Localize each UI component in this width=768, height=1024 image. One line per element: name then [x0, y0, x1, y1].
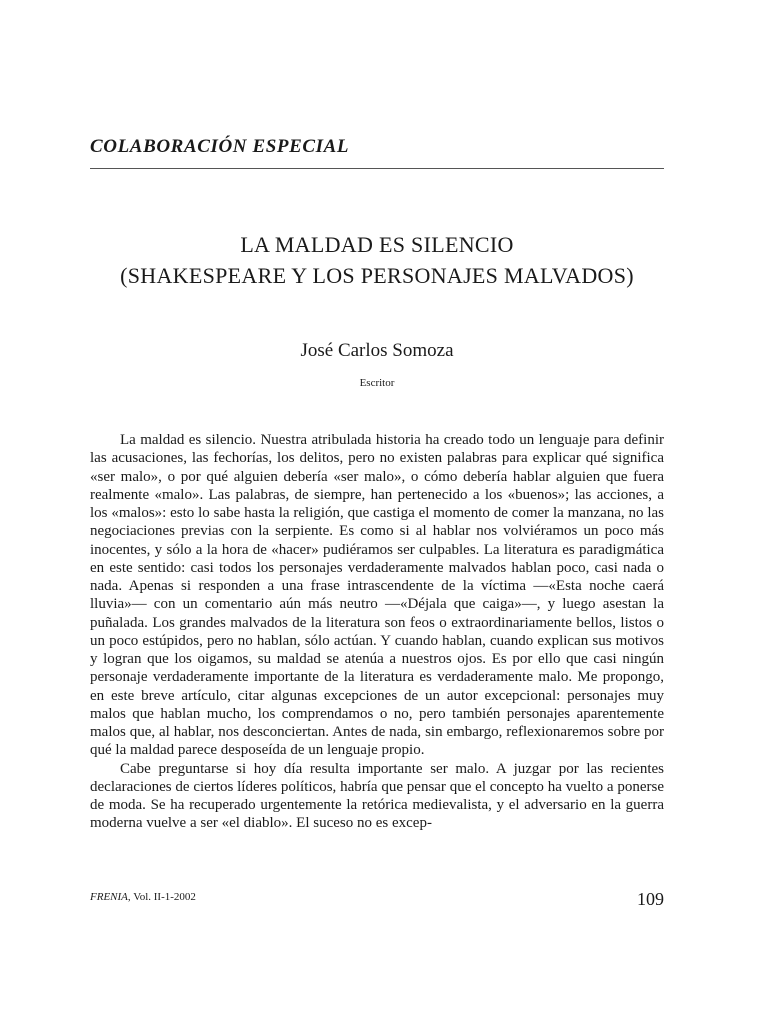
journal-name: FRENIA [90, 891, 128, 903]
journal-issue: , Vol. II-1-2002 [127, 891, 196, 903]
title-line-2: (SHAKESPEARE Y LOS PERSONAJES MALVADOS) [120, 263, 634, 288]
title-line-1: LA MALDAD ES SILENCIO [240, 232, 514, 257]
author-name: José Carlos Somoza [300, 340, 454, 361]
body-paragraph-1: La maldad es silencio. Nuestra atribulada historia ha creado todo un lenguaje para definir las acusaciones, las fechorías, los delitos, pero no existen palabras para explicar qué significa «ser malo», o por qué alguien debería «ser malo», o cómo debería hablar alguien que fuera realmente «malo». Las palabras, de siempre, han pertenecido a los «buenos»; las acciones, a los «malos»: esto lo sabe hasta la religión, que castiga el momento de comer la manzana, no las negociaciones previas con la serpiente. Es como si al hablar nos volviéramos un poco más inocentes, y sólo a la hora de «hacer» pudiéramos ser culpables. La literatura es paradigmática en este sentido: casi todos los personajes verdaderamente malvados hablan poco, casi nada o nada. Apenas si responden a una frase intrascendente de la víctima —«Esta noche caerá lluvia»— con un comentario aún más neutro —«Déjala que caiga»—, y luego asestan la puñalada. Los grandes malvados de la literatura son feos o extraordinariamente bellos, listos o un poco estúpidos, pero no hablan, sólo actúan. Y cuando hablan, cuando explican sus motivos y logran que los oigamos, su maldad se atenúa a nuestros ojos. Es por ello que casi ningún personaje verdaderamente importante de la literatura es verdaderamente malo. Me propongo, en este breve artículo, citar algunas excepciones de un autor excepcional: personajes muy malos que hablan mucho, los comprendamos o no, pero también personajes aparentemente malos que, al hablar, nos desconciertan. Antes de nada, sin embargo, reflexionaremos sobre por qué la maldad parece desposeída de un lenguaje propio. [90, 432, 664, 759]
header-rule [90, 168, 664, 169]
body-paragraph-2: Cabe preguntarse si hoy día resulta importante ser malo. A juzgar por las recientes declaraciones de ciertos líderes políticos, habría que pensar que el concepto ha vuelto a ponerse de moda. Se ha recuperado urgentemente la retórica medievalista, y el adversario en la guerra moderna vuelve a ser «el diablo». El suceso no es excep- [90, 760, 664, 832]
section-header: COLABORACIÓN ESPECIAL [90, 136, 350, 157]
author-role: Escritor [359, 377, 395, 389]
footer-citation [90, 891, 196, 903]
article-body [90, 431, 664, 833]
page-number: 109 [637, 889, 664, 909]
article-title [90, 229, 664, 291]
